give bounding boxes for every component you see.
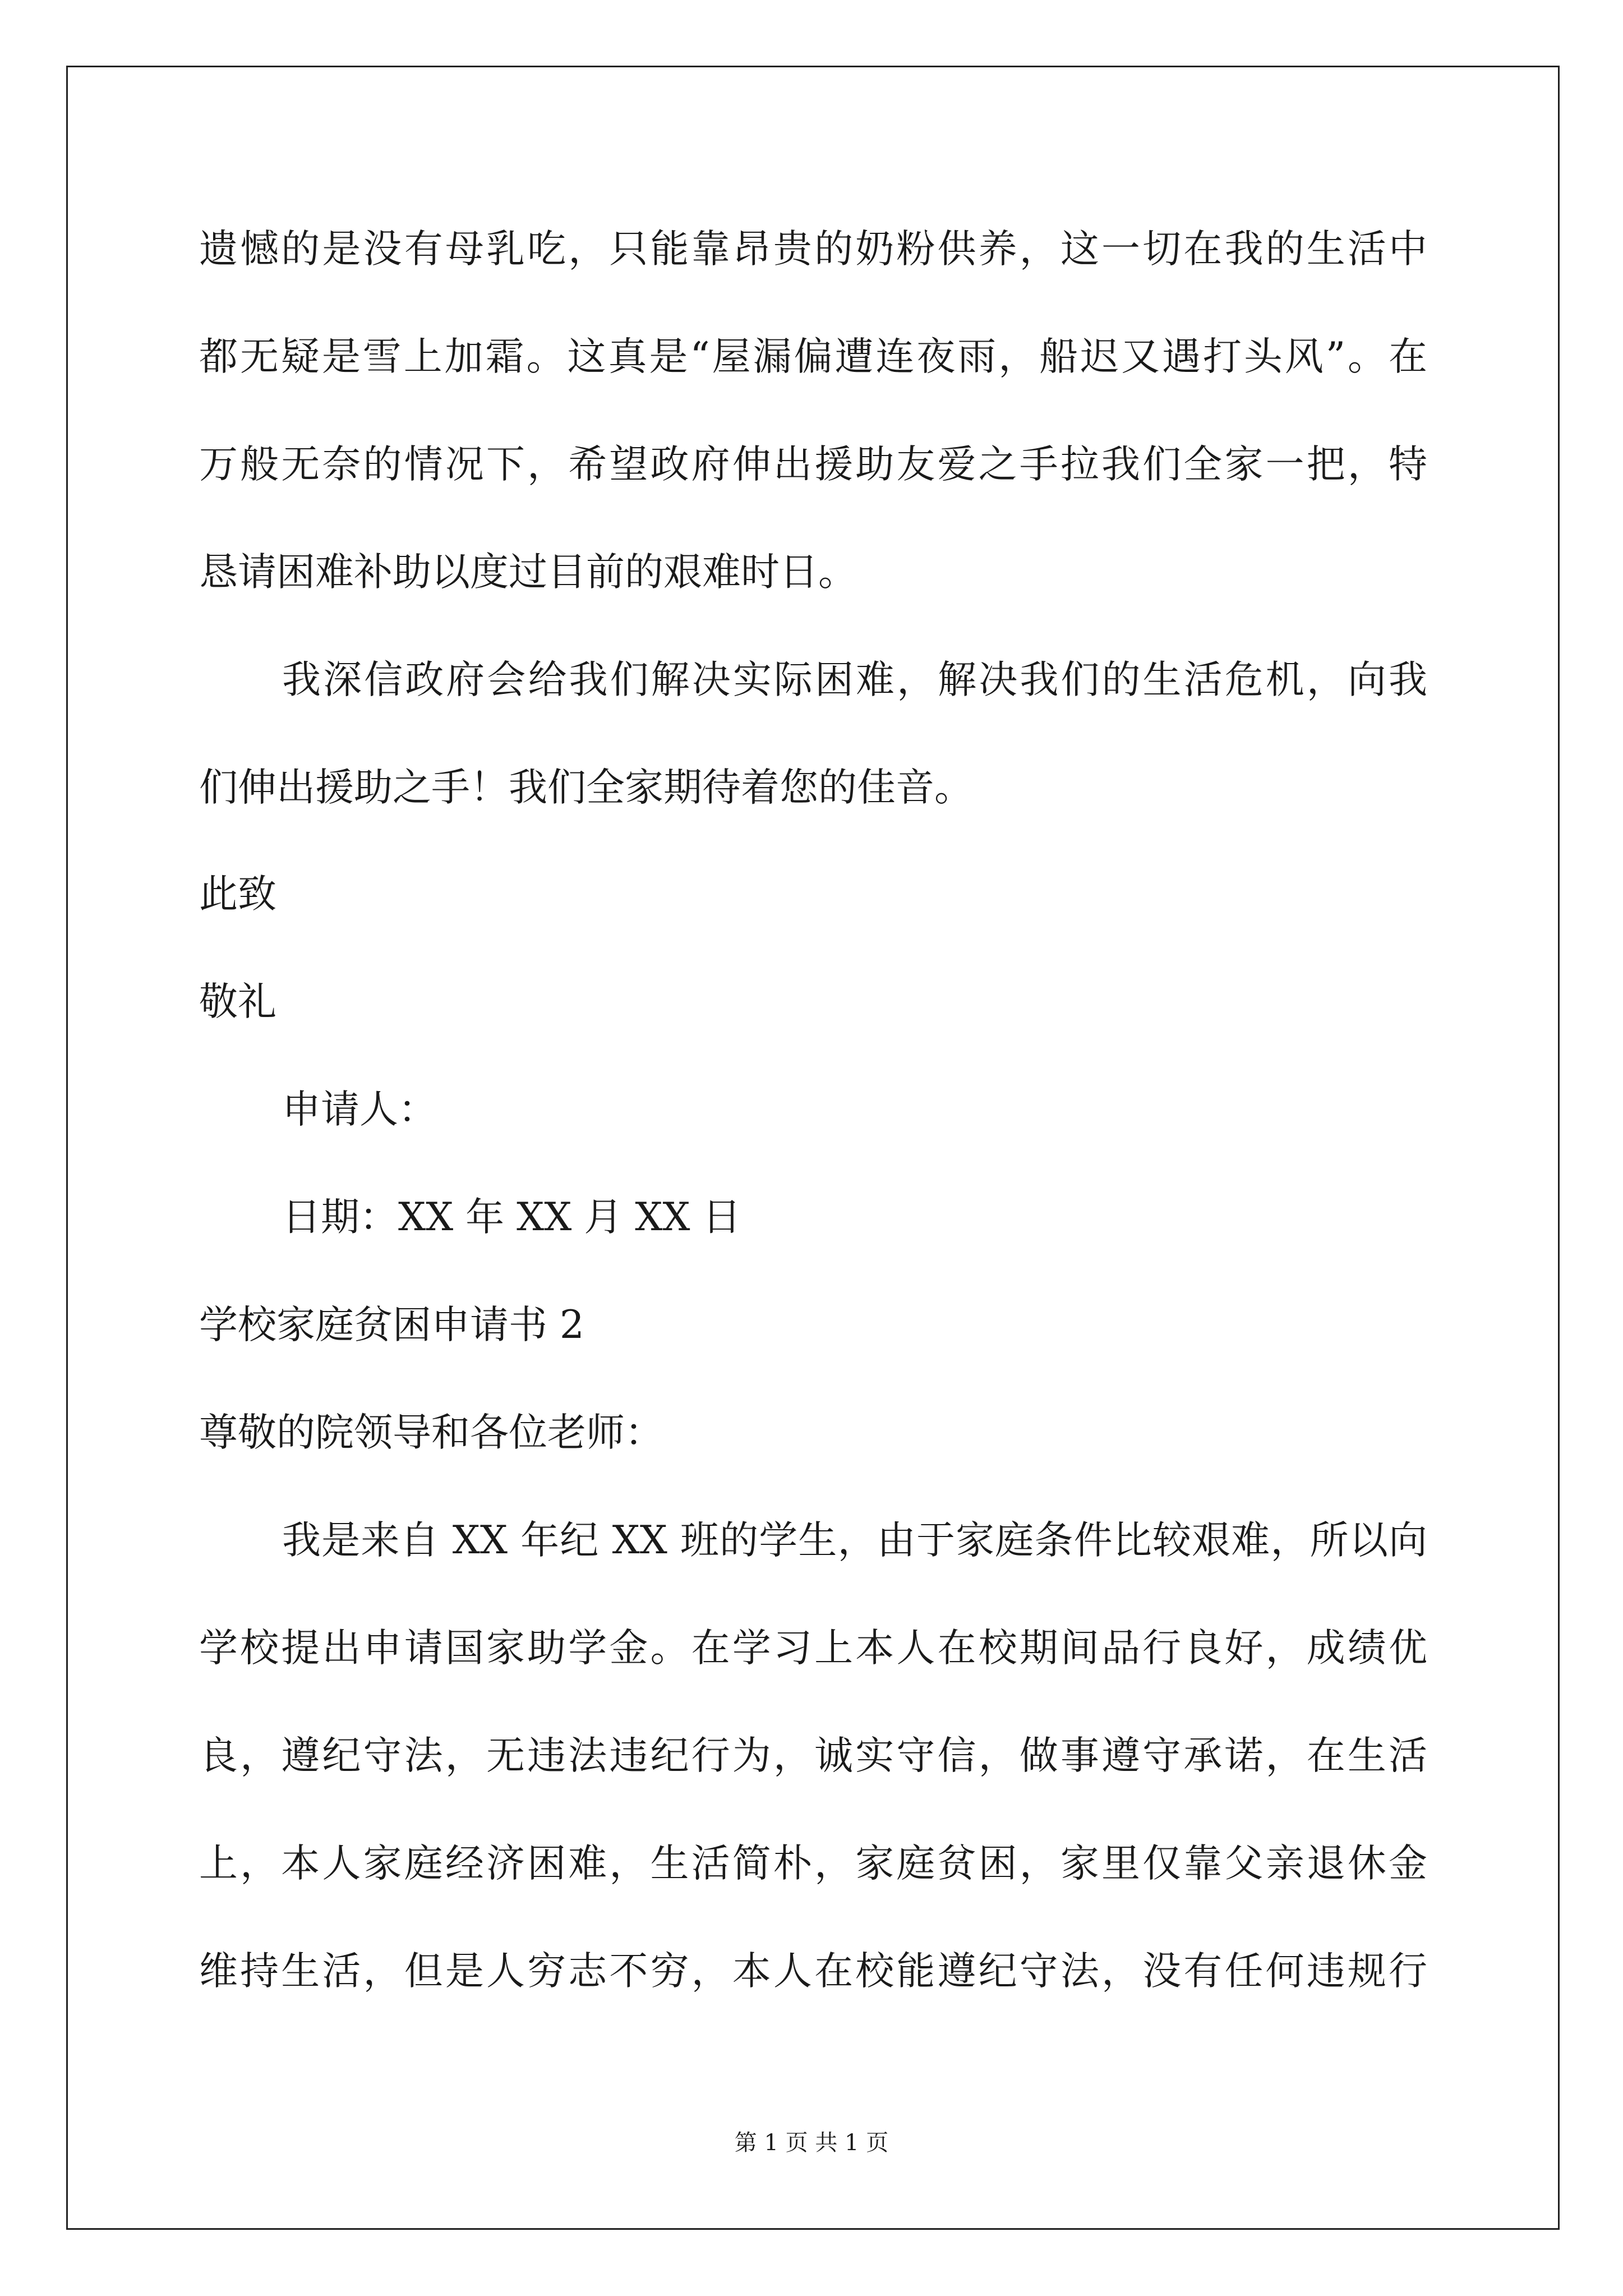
paragraph-line: 我是来自 XX 年纪 XX 班的学生，由于家庭条件比较艰难，所以向 xyxy=(282,1518,1427,1563)
closing-regards: 敬礼 xyxy=(199,979,276,1024)
applicant-label: 申请人： xyxy=(282,1087,437,1132)
page-border xyxy=(66,66,1560,2230)
date-label: 日期：XX 年 XX 月 XX 日 xyxy=(282,1195,741,1240)
closing-salutation: 此致 xyxy=(199,872,276,917)
paragraph-line: 遗憾的是没有母乳吃，只能靠昂贵的奶粉供养，这一切在我的生活中 xyxy=(199,227,1427,272)
paragraph-line: 上，本人家庭经济困难，生活简朴，家庭贫困，家里仅靠父亲退休金 xyxy=(199,1841,1427,1886)
section-title: 学校家庭贫困申请书 2 xyxy=(199,1303,584,1347)
paragraph-line: 良，遵纪守法，无违法违纪行为，诚实守信，做事遵守承诺，在生活 xyxy=(199,1733,1427,1778)
page-number: 第 1 页 共 1 页 xyxy=(734,2130,889,2156)
paragraph-line: 我深信政府会给我们解决实际困难，解决我们的生活危机，向我 xyxy=(282,657,1427,702)
paragraph-line: 万般无奈的情况下，希望政府伸出援助友爱之手拉我们全家一把，特 xyxy=(199,442,1427,487)
greeting: 尊敬的院领导和各位老师： xyxy=(199,1410,663,1455)
paragraph-line: 恳请困难补助以度过目前的艰难时日。 xyxy=(199,550,857,595)
paragraph-line: 维持生活，但是人穷志不穷，本人在校能遵纪守法，没有任何违规行 xyxy=(199,1949,1427,1994)
paragraph-line: 学校提出申请国家助学金。在学习上本人在校期间品行良好，成绩优 xyxy=(199,1626,1427,1671)
paragraph-line: 们伸出援助之手！我们全家期待着您的佳音。 xyxy=(199,765,973,810)
paragraph-line: 都无疑是雪上加霜。这真是“屋漏偏遭连夜雨，船迟又遇打头风”。在 xyxy=(199,334,1427,379)
